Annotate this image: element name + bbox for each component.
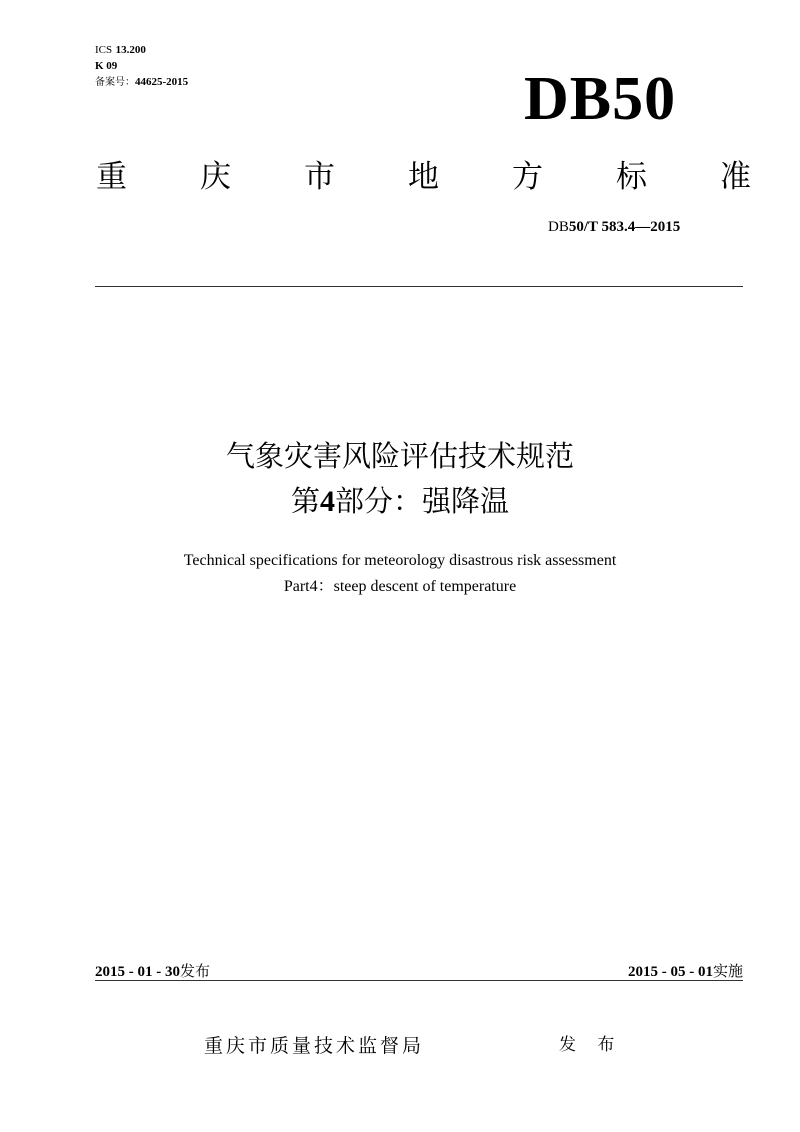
publish-date-value: 2015 - 01 - 30 bbox=[95, 964, 180, 980]
standard-type-char: 地 bbox=[408, 159, 439, 195]
ics-row bbox=[95, 42, 188, 58]
standard-number-value: 50/T 583.4—2015 bbox=[568, 219, 681, 235]
main-title-line2 bbox=[0, 482, 800, 521]
english-title-line1: Technical specifications for meteorology disastrous risk assessment bbox=[183, 552, 617, 569]
record-row bbox=[95, 74, 188, 90]
classification-code: K 09 bbox=[95, 60, 118, 72]
main-title-part-post: 部分：强降温 bbox=[335, 484, 510, 518]
record-value: 44625-2015 bbox=[135, 76, 189, 88]
standard-metadata bbox=[95, 42, 188, 90]
standard-type-char: 市 bbox=[304, 159, 335, 195]
publish-date-word: 发布 bbox=[180, 962, 211, 980]
ics-label: ICS bbox=[95, 44, 113, 56]
standard-type-char: 庆 bbox=[200, 159, 231, 195]
db-code: DB50 bbox=[524, 65, 677, 133]
record-label: 备案号： bbox=[95, 77, 135, 88]
issue-action: 发 布 bbox=[559, 1035, 623, 1055]
standard-type-title bbox=[96, 157, 751, 197]
ics-value: 13.200 bbox=[115, 44, 146, 56]
issuing-authority: 重庆市质量技术监督局 bbox=[204, 1035, 425, 1057]
main-title-line1: 气象灾害风险评估技术规范 bbox=[225, 439, 574, 473]
implement-date-value: 2015 - 05 - 01 bbox=[627, 964, 713, 980]
standard-type-char: 准 bbox=[720, 159, 751, 195]
standard-type-char: 方 bbox=[512, 159, 543, 195]
classification-row bbox=[95, 58, 188, 74]
implement-date-word: 实施 bbox=[712, 962, 743, 980]
standard-type-char: 重 bbox=[96, 159, 127, 195]
standard-type-char: 标 bbox=[616, 159, 647, 195]
english-title-line2: Part4：steep descent of temperature bbox=[283, 578, 517, 595]
main-title-part-pre: 第 bbox=[290, 484, 320, 518]
bottom-divider bbox=[95, 980, 743, 981]
implement-date bbox=[628, 960, 743, 981]
standard-number-prefix: DB bbox=[548, 219, 569, 235]
main-title-part-num: 4 bbox=[320, 485, 335, 518]
publish-date bbox=[95, 960, 210, 981]
standard-number bbox=[548, 219, 680, 236]
top-divider bbox=[95, 286, 743, 287]
